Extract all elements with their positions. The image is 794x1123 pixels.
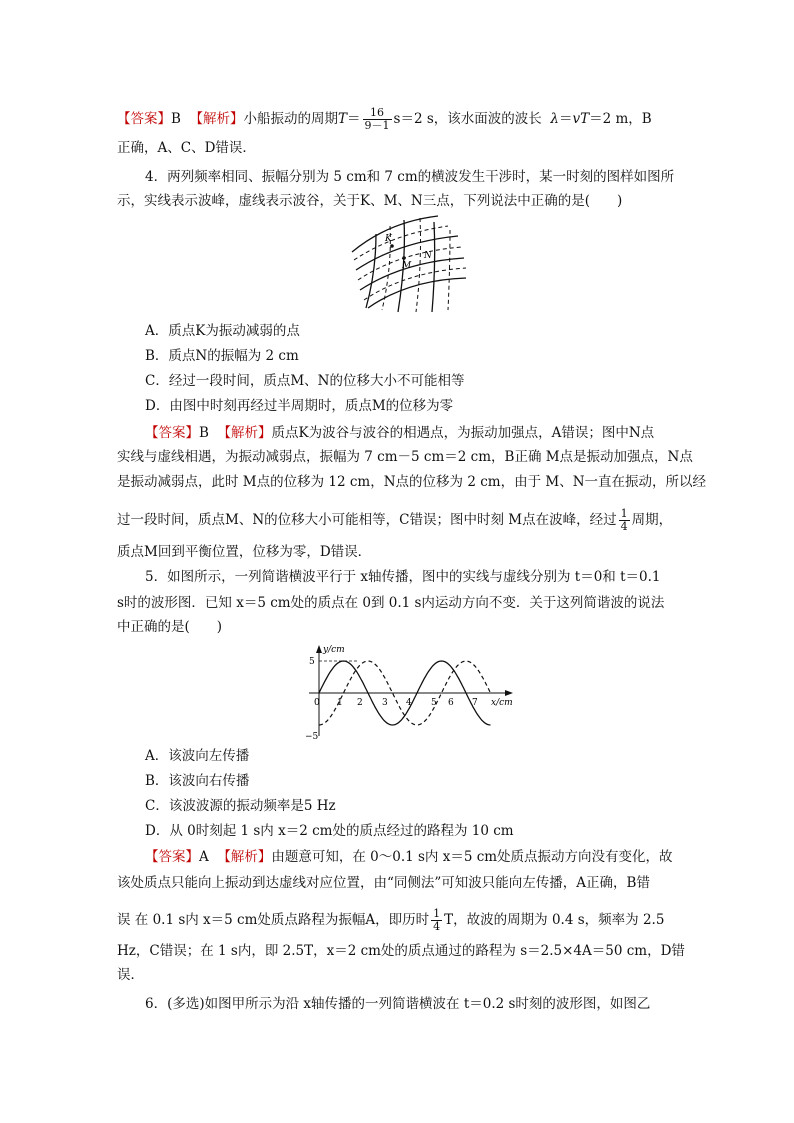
- symbol-lambda: λ: [550, 111, 559, 127]
- y-axis-arrow: [316, 645, 322, 653]
- tick-x-3: 3: [382, 698, 388, 708]
- q4-stem-line-2: 示，实线表示波峰，虚线表示波谷，关于K、M、N三点，下列说法中正确的是( ): [117, 193, 623, 209]
- symbol-vT: vT: [572, 111, 590, 127]
- analysis-text: 周期，: [631, 512, 673, 528]
- fraction-numerator: 16: [363, 107, 392, 120]
- analysis-tag: 【解析】: [217, 849, 272, 865]
- analysis-text: 小船振动的周期: [243, 111, 339, 127]
- q5-answer-line-5: 误．: [117, 967, 144, 983]
- point-m: [402, 256, 406, 260]
- y-axis-label: y/cm: [323, 645, 345, 655]
- q4-answer-line-1: [145, 424, 654, 442]
- fraction-numerator: 1: [433, 907, 441, 920]
- quarter-fraction: [431, 908, 442, 933]
- crest-line-7: [432, 222, 435, 312]
- q5-stem-line-2: s时的波形图．已知 x＝5 cm处的质点在 0到 0.1 s内运动方向不变．关于这列简谐波的说法: [117, 595, 665, 611]
- q4-option-a: A．质点K为振动减弱的点: [145, 323, 300, 339]
- tick-x-5: 5: [431, 698, 437, 708]
- fraction-numerator: 1: [620, 507, 628, 520]
- q4-answer-line-3: 是振动减弱点，此时 M点的位移为 12 cm，N点的位移为 2 cm，由于 M、N一直在振动，所以经: [117, 474, 707, 490]
- label-n: N: [424, 251, 432, 261]
- tick-x-2: 2: [357, 698, 363, 708]
- q4-option-c: C．经过一段时间，质点M、N的位移大小不可能相等: [145, 373, 465, 389]
- q6-stem-line-1: 6．(多选)如图甲所示为沿 x轴传播的一列简谐横波在 t＝0.2 s时刻的波形图，如图乙: [145, 996, 651, 1012]
- q3-answer-line-1: [117, 107, 652, 132]
- quarter-fraction: [619, 508, 630, 533]
- q5-stem-line-1: 5．如图所示，一列简谐横波平行于 x轴传播，图中的实线与虚线分别为 t＝0和 t＝0.1: [145, 569, 661, 585]
- equals-sign: ＝: [558, 111, 573, 127]
- answer-tag: 【答案】: [145, 849, 199, 865]
- tick-origin: 0: [314, 698, 320, 708]
- answer-tag: 【答案】: [117, 111, 171, 127]
- point-k: [390, 244, 394, 248]
- answer-tag: 【答案】: [145, 425, 199, 441]
- q5-option-c: C．该波波源的振动频率是5 Hz: [145, 798, 336, 814]
- q4-stem-line-1: 4．两列频率相同、振幅分别为 5 cm和 7 cm的横波发生干涉时，某一时刻的图样如图所: [145, 169, 675, 185]
- tick-x-1: 1: [337, 698, 343, 708]
- label-m: M: [402, 261, 412, 271]
- q5-option-b: B．该波向右传播: [145, 773, 250, 789]
- q5-answer-line-1: [145, 848, 673, 866]
- q3-answer-line-2: 正确，A、C、D错误．: [117, 140, 256, 156]
- x-axis-arrow: [505, 690, 513, 696]
- analysis-text: 由题意可知，在 0～0.1 s内 x＝5 cm处质点振动方向没有变化，故: [271, 849, 673, 865]
- interference-figure: [348, 212, 468, 314]
- fraction-denominator: 9－1: [364, 119, 390, 132]
- analysis-text: T，故波的周期为 0.4 s，频率为 2.5: [444, 912, 665, 928]
- x-axis-label: x/cm: [491, 698, 513, 708]
- q5-stem-line-3: 中正确的是( ): [117, 619, 223, 635]
- q5-answer-line-4: Hz，C错误；在 1 s内，即 2.5T，x＝2 cm处的质点通过的路程为 s＝2.5×4A＝50 cm，D错: [117, 943, 685, 959]
- q5-option-d: D．从 0时刻起 1 s内 x＝2 cm处的质点经过的路程为 10 cm: [145, 823, 514, 839]
- q4-answer-line-5: 质点M回到平衡位置，位移为零，D错误．: [117, 544, 372, 560]
- q5-answer-line-3: [117, 908, 664, 933]
- answer-value: B: [199, 425, 209, 441]
- tick-x-7: 7: [472, 698, 478, 708]
- analysis-text: ＝2 m，B: [589, 111, 652, 127]
- q5-option-a: A．该波向左传播: [145, 748, 250, 764]
- analysis-tag: 【解析】: [189, 111, 244, 127]
- period-fraction: [363, 107, 392, 132]
- fraction-denominator: 4: [620, 520, 628, 533]
- answer-value: A: [199, 849, 209, 865]
- analysis-text: 误 在 0.1 s内 x＝5 cm处质点路程为振幅A，即历时: [117, 912, 430, 928]
- q4-answer-line-4: [117, 508, 672, 533]
- analysis-tag: 【解析】: [217, 425, 272, 441]
- q4-option-b: B．质点N的振幅为 2 cm: [145, 348, 299, 364]
- fraction-denominator: 4: [433, 920, 441, 933]
- answer-value: B: [171, 111, 181, 127]
- tick-x-6: 6: [448, 698, 454, 708]
- q5-answer-line-2: 该处质点只能向上振动到达虚线对应位置，由“同侧法”可知波只能向左传播，A正确，B错: [117, 875, 650, 891]
- symbol-T: T: [338, 111, 348, 127]
- analysis-text: 质点K为波谷与波谷的相遇点，为振动加强点，A错误；图中N点: [271, 425, 655, 441]
- crest-line-3: [360, 258, 464, 290]
- tick-y-5: 5: [309, 657, 315, 667]
- trough-line-3: [364, 268, 466, 300]
- tick-x-4: 4: [406, 698, 412, 708]
- crest-line-5: [366, 234, 376, 308]
- waveform-figure: [305, 642, 520, 740]
- analysis-text: 过一段时间，质点M、N的位移大小可能相等，C错误；图中时刻 M点在波峰，经过: [117, 512, 617, 528]
- crest-line-1: [352, 216, 438, 252]
- tick-y-minus5: −5: [305, 732, 319, 740]
- analysis-text: s＝2 s，该水面波的波长: [393, 111, 542, 127]
- q4-option-d: D．由图中时刻再经过半周期时，质点M的位移为零: [145, 398, 454, 414]
- q4-answer-line-2: 实线与虚线相遇，为振动减弱点，振幅为 7 cm－5 cm＝2 cm，B正确 M点是振动加强点，N点: [117, 449, 693, 465]
- equals-sign: ＝: [347, 111, 361, 127]
- label-k: K: [385, 234, 392, 244]
